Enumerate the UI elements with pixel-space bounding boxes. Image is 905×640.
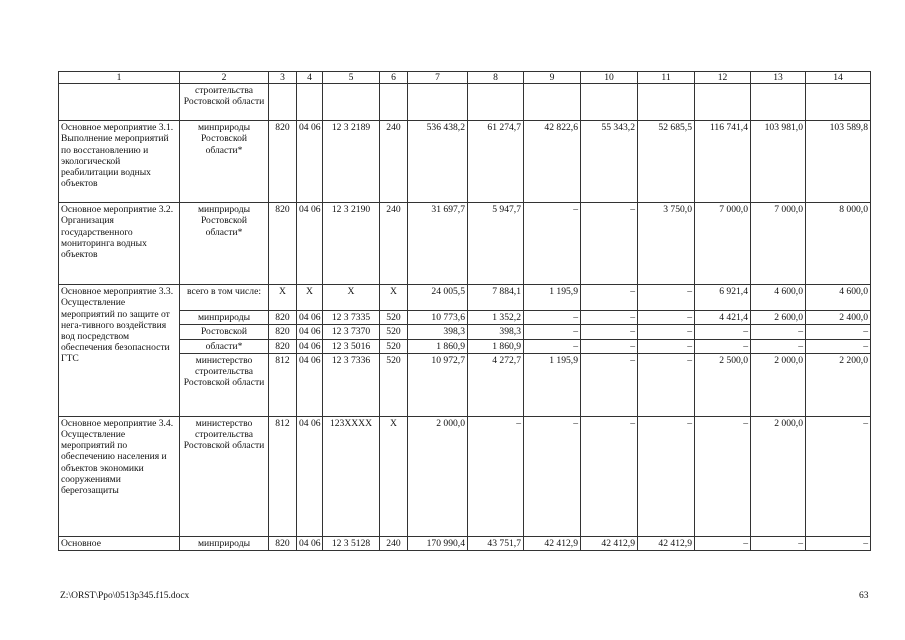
code-cell: 240 bbox=[380, 203, 408, 285]
amount-cell: – bbox=[695, 339, 751, 353]
amount-cell: 2 000,0 bbox=[751, 353, 806, 416]
table-row bbox=[59, 203, 871, 285]
amount-cell: – bbox=[638, 339, 695, 353]
code-cell: 04 06 bbox=[297, 353, 323, 416]
code-cell: 520 bbox=[380, 353, 408, 416]
amount-cell: – bbox=[638, 311, 695, 325]
amount-cell: 42 412,9 bbox=[581, 536, 638, 550]
code-cell: 820 bbox=[269, 121, 297, 203]
code-cell: 12 3 7336 bbox=[323, 353, 380, 416]
amount-cell: 10 972,7 bbox=[408, 353, 468, 416]
activity-name-cell: Основное мероприятие 3.4. Осуществление мероприятий по обеспечению населения и объектов экономики сооружениями берегозащиты bbox=[59, 416, 180, 536]
column-number-cell: 14 bbox=[806, 72, 871, 84]
amount-cell: 103 981,0 bbox=[751, 121, 806, 203]
amount-cell: – bbox=[751, 339, 806, 353]
code-cell: 04 06 bbox=[297, 536, 323, 550]
code-cell: 04 06 bbox=[297, 416, 323, 536]
amount-cell: – bbox=[581, 311, 638, 325]
amount-cell: – bbox=[581, 325, 638, 339]
budget-table bbox=[58, 71, 871, 551]
amount-cell: – bbox=[581, 285, 638, 311]
amount-cell: 42 412,9 bbox=[638, 536, 695, 550]
amount-cell: – bbox=[695, 325, 751, 339]
table-row bbox=[59, 416, 871, 536]
amount-cell: 4 421,4 bbox=[695, 311, 751, 325]
code-cell: 04 06 bbox=[297, 121, 323, 203]
column-number-cell: 3 bbox=[269, 72, 297, 84]
column-number-cell: 9 bbox=[524, 72, 581, 84]
code-cell: X bbox=[380, 416, 408, 536]
amount-cell: – bbox=[638, 416, 695, 536]
table-row bbox=[59, 339, 871, 353]
amount-cell: – bbox=[581, 203, 638, 285]
amount-cell: 61 274,7 bbox=[468, 121, 524, 203]
amount-cell: 116 741,4 bbox=[695, 121, 751, 203]
code-cell bbox=[269, 84, 297, 121]
amount-cell: 2 000,0 bbox=[408, 416, 468, 536]
column-number-cell: 5 bbox=[323, 72, 380, 84]
code-cell: X bbox=[297, 285, 323, 311]
amount-cell: 2 400,0 bbox=[806, 311, 871, 325]
amount-cell: 7 884,1 bbox=[468, 285, 524, 311]
amount-cell: 103 589,8 bbox=[806, 121, 871, 203]
table-row bbox=[59, 84, 871, 121]
amount-cell: – bbox=[524, 311, 581, 325]
amount-cell: – bbox=[581, 416, 638, 536]
code-cell: 12 3 2189 bbox=[323, 121, 380, 203]
code-cell: 820 bbox=[269, 203, 297, 285]
code-cell: 520 bbox=[380, 339, 408, 353]
code-cell: 520 bbox=[380, 311, 408, 325]
column-number-cell: 4 bbox=[297, 72, 323, 84]
column-number-cell: 2 bbox=[180, 72, 269, 84]
amount-cell: 536 438,2 bbox=[408, 121, 468, 203]
table-row bbox=[59, 536, 871, 550]
amount-cell: – bbox=[638, 353, 695, 416]
page-number: 63 bbox=[859, 591, 869, 601]
amount-cell: 3 750,0 bbox=[638, 203, 695, 285]
amount-cell: – bbox=[806, 416, 871, 536]
amount-cell: 1 195,9 bbox=[524, 285, 581, 311]
amount-cell bbox=[695, 84, 751, 121]
code-cell: 12 3 5128 bbox=[323, 536, 380, 550]
amount-cell: 170 990,4 bbox=[408, 536, 468, 550]
amount-cell: 55 343,2 bbox=[581, 121, 638, 203]
executor-cell: министерство строительства Ростовской области bbox=[180, 416, 269, 536]
code-cell: X bbox=[323, 285, 380, 311]
amount-cell: – bbox=[806, 536, 871, 550]
column-number-cell: 6 bbox=[380, 72, 408, 84]
executor-cell: минприроды Ростовской области* bbox=[180, 203, 269, 285]
amount-cell: – bbox=[806, 339, 871, 353]
amount-cell bbox=[751, 84, 806, 121]
executor-cell: всего в том числе: bbox=[180, 285, 269, 311]
amount-cell: – bbox=[695, 416, 751, 536]
amount-cell: 10 773,6 bbox=[408, 311, 468, 325]
executor-cell: минприроды Ростовской области* bbox=[180, 121, 269, 203]
column-number-cell: 12 bbox=[695, 72, 751, 84]
code-cell: 12 3 7370 bbox=[323, 325, 380, 339]
amount-cell: 7 000,0 bbox=[695, 203, 751, 285]
amount-cell: – bbox=[638, 285, 695, 311]
amount-cell bbox=[468, 84, 524, 121]
activity-name-cell bbox=[59, 84, 180, 121]
executor-cell: Ростовской bbox=[180, 325, 269, 339]
activity-name-cell: Основное мероприятие 3.3. Осуществление мероприятий по защите от нега-тивного воздействия вод посредством обеспечения безопасности ГТС bbox=[59, 285, 180, 417]
column-number-cell: 7 bbox=[408, 72, 468, 84]
column-number-row bbox=[59, 72, 871, 84]
code-cell: 123XXXX bbox=[323, 416, 380, 536]
code-cell: 820 bbox=[269, 536, 297, 550]
code-cell: 04 06 bbox=[297, 339, 323, 353]
amount-cell: 42 412,9 bbox=[524, 536, 581, 550]
amount-cell: – bbox=[695, 536, 751, 550]
amount-cell: 1 352,2 bbox=[468, 311, 524, 325]
amount-cell: 4 272,7 bbox=[468, 353, 524, 416]
executor-cell: области* bbox=[180, 339, 269, 353]
amount-cell: – bbox=[751, 325, 806, 339]
amount-cell: – bbox=[751, 536, 806, 550]
table-row bbox=[59, 121, 871, 203]
amount-cell: 4 600,0 bbox=[751, 285, 806, 311]
column-number-cell: 10 bbox=[581, 72, 638, 84]
table-row bbox=[59, 353, 871, 416]
amount-cell: 2 600,0 bbox=[751, 311, 806, 325]
amount-cell: 43 751,7 bbox=[468, 536, 524, 550]
amount-cell: – bbox=[524, 325, 581, 339]
table-row bbox=[59, 285, 871, 311]
amount-cell: 7 000,0 bbox=[751, 203, 806, 285]
code-cell: 04 06 bbox=[297, 325, 323, 339]
activity-name-cell: Основное мероприятие 3.2. Организация государственного мониторинга водных объектов bbox=[59, 203, 180, 285]
footer-file-path: Z:\ORST\Ppo\0513p345.f15.docx bbox=[60, 591, 190, 601]
amount-cell: 42 822,6 bbox=[524, 121, 581, 203]
code-cell: 520 bbox=[380, 325, 408, 339]
amount-cell bbox=[524, 84, 581, 121]
amount-cell: – bbox=[524, 416, 581, 536]
code-cell: 04 06 bbox=[297, 311, 323, 325]
amount-cell: 6 921,4 bbox=[695, 285, 751, 311]
amount-cell: – bbox=[638, 325, 695, 339]
code-cell: X bbox=[269, 285, 297, 311]
amount-cell: 2 200,0 bbox=[806, 353, 871, 416]
amount-cell: 52 685,5 bbox=[638, 121, 695, 203]
amount-cell: 5 947,7 bbox=[468, 203, 524, 285]
amount-cell: 1 195,9 bbox=[524, 353, 581, 416]
code-cell: 240 bbox=[380, 121, 408, 203]
code-cell: X bbox=[380, 285, 408, 311]
amount-cell: – bbox=[524, 203, 581, 285]
table-row bbox=[59, 325, 871, 339]
activity-name-cell: Основное мероприятие 3.1. Выполнение мероприятий по восстановлению и экологической реабилитации водных объектов bbox=[59, 121, 180, 203]
code-cell bbox=[297, 84, 323, 121]
code-cell: 812 bbox=[269, 353, 297, 416]
amount-cell: – bbox=[581, 353, 638, 416]
amount-cell: – bbox=[581, 339, 638, 353]
amount-cell: – bbox=[806, 325, 871, 339]
column-number-cell: 8 bbox=[468, 72, 524, 84]
code-cell: 240 bbox=[380, 536, 408, 550]
code-cell bbox=[380, 84, 408, 121]
amount-cell bbox=[806, 84, 871, 121]
amount-cell: 1 860,9 bbox=[468, 339, 524, 353]
code-cell: 12 3 5016 bbox=[323, 339, 380, 353]
amount-cell bbox=[638, 84, 695, 121]
amount-cell: 1 860,9 bbox=[408, 339, 468, 353]
amount-cell bbox=[581, 84, 638, 121]
code-cell: 12 3 7335 bbox=[323, 311, 380, 325]
amount-cell: 4 600,0 bbox=[806, 285, 871, 311]
code-cell bbox=[323, 84, 380, 121]
column-number-cell: 11 bbox=[638, 72, 695, 84]
amount-cell: 2 500,0 bbox=[695, 353, 751, 416]
column-number-cell: 1 bbox=[59, 72, 180, 84]
amount-cell: 2 000,0 bbox=[751, 416, 806, 536]
activity-name-cell: Основное bbox=[59, 536, 180, 550]
amount-cell: 8 000,0 bbox=[806, 203, 871, 285]
code-cell: 12 3 2190 bbox=[323, 203, 380, 285]
amount-cell: – bbox=[468, 416, 524, 536]
column-number-cell: 13 bbox=[751, 72, 806, 84]
code-cell: 812 bbox=[269, 416, 297, 536]
amount-cell: 24 005,5 bbox=[408, 285, 468, 311]
amount-cell: – bbox=[524, 339, 581, 353]
executor-cell: минприроды bbox=[180, 536, 269, 550]
code-cell: 820 bbox=[269, 325, 297, 339]
executor-cell: министерство строительства Ростовской области bbox=[180, 353, 269, 416]
amount-cell bbox=[408, 84, 468, 121]
executor-cell: строительства Ростовской области bbox=[180, 84, 269, 121]
code-cell: 820 bbox=[269, 311, 297, 325]
code-cell: 820 bbox=[269, 339, 297, 353]
amount-cell: 398,3 bbox=[408, 325, 468, 339]
table-row bbox=[59, 311, 871, 325]
amount-cell: 398,3 bbox=[468, 325, 524, 339]
code-cell: 04 06 bbox=[297, 203, 323, 285]
executor-cell: минприроды bbox=[180, 311, 269, 325]
amount-cell: 31 697,7 bbox=[408, 203, 468, 285]
